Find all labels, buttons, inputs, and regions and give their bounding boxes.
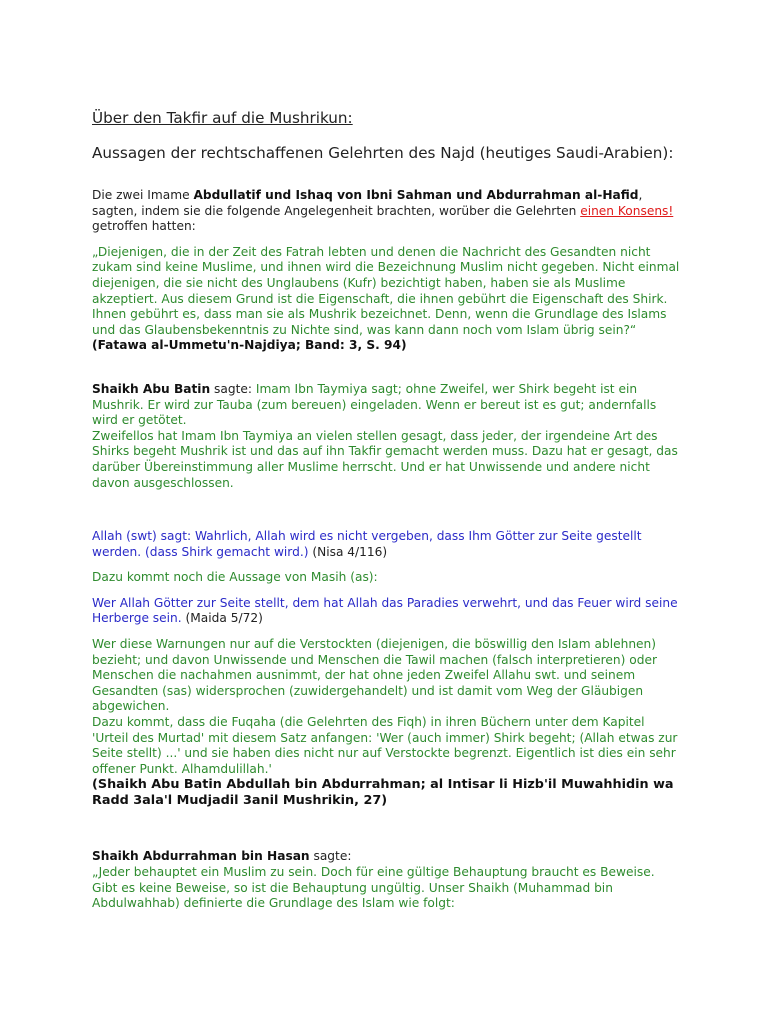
- intro-paragraph: [92, 188, 682, 235]
- hasan-paragraph: [92, 849, 682, 911]
- document-subtitle: Aussagen der rechtschaffenen Gelehrten des Najd (heutiges Saudi-Arabien):: [92, 144, 674, 162]
- hasan-sagte: sagte:: [309, 849, 352, 864]
- maida-verse-ref: (Maida 5/72): [185, 611, 263, 626]
- warnings-source: (Shaikh Abu Batin Abdullah bin Abdurrahman; al Intisar li Hizb'il Muwahhidin wa Radd 3ala'l Mudjadil 3anil Mushrikin, 27): [92, 777, 674, 809]
- abu-batin-text: Imam Ibn Taymiya sagt; ohne Zweifel, wer Shirk begeht ist ein Mushrik. Er wird zur Tauba (zum bereuen) eingeladen. Wenn er bereut ist es gut; andernfalls wird er getötet.: [92, 381, 657, 428]
- masih-intro: Dazu kommt noch die Aussage von Masih (as):: [92, 570, 378, 585]
- intro-text-2: , sagten, indem sie die folgende Angelegenheit brachten, worüber die Gelehrten: [92, 188, 643, 218]
- hasan-text: „Jeder behauptet ein Muslim zu sein. Doch für eine gültige Behauptung braucht es Beweise. Gibt es keine Beweise, so ist die Behauptung ungültig. Unser Shaikh (Muhammad bin Abdulwahhab) definierte die Grundlage des Islam wie folgt:: [92, 865, 655, 911]
- abu-batin-sagte: sagte:: [210, 381, 256, 396]
- quote-fatrah-text: „Diejenigen, die in der Zeit des Fatrah lebten und denen die Nachricht des Gesandten nicht zukam sind keine Muslime, und ihnen wird die Bezeichnung Muslim nicht gegeben. Nicht einmal diejenigen, die sie nicht des Unglaubens (Kufr) bezichtigt haben, haben sie als Muslime akzeptiert. Aus diesem Grund ist die Eigenschaft, die ihnen gebührt die Eigenschaft des Shirk. Ihnen gebührt es, dass man sie als Mushrik bezeichnet. Denn, wenn die Grundlage des Islams und das Glaubensbekenntnis zu Nichte sind, was kann dann noch vom Islam übrig sein?“: [92, 244, 680, 337]
- intro-text-1: Die zwei Imame: [92, 188, 194, 202]
- quote-fatrah: [92, 245, 682, 354]
- intro-text-3: getroffen hatten:: [92, 219, 196, 234]
- warnings-text: Wer diese Warnungen nur auf die Verstockten (diejenigen, die böswillig den Islam ablehnen) bezieht; und davon Unwissende und Menschen die Tawil machen (falsch interpretieren) oder Menschen die nachahmen ausnimmt, der hat ohne jeden Zweifel Allahu swt. und seinem Gesandten (sas) widersprochen (zuwidergehandelt) und ist damit vom Weg der Gläubigen abgewichen.: [92, 637, 657, 714]
- abu-batin-name: Shaikh Abu Batin: [92, 381, 211, 396]
- quote-fatrah-source: (Fatawa al-Ummetu'n-Najdiya; Band: 3, S. 94): [92, 338, 407, 353]
- warnings-paragraph: [92, 637, 682, 777]
- maida-verse: [92, 596, 682, 627]
- document-title: Über den Takfir auf die Mushrikun:: [92, 109, 353, 127]
- allah-lead: Allah (swt) sagt:: [92, 529, 195, 544]
- intro-scholars: Abdullatif und Ishaq von Ibni Sahman und Abdurrahman al-Hafid: [193, 188, 639, 202]
- abu-batin-text-2: Zweifellos hat Imam Ibn Taymiya an vielen stellen gesagt, dass jeder, der irgendeine Art des Shirks begeht Mushrik ist und das auf ihn Takfir gemacht werden muss. Dazu hat er gesagt, das darüber Übereinstimmung aller Muslime herrscht. Und er hat Unwissende und andere nicht davon ausgeschlossen.: [92, 428, 678, 490]
- maida-verse-text: Wer Allah Götter zur Seite stellt, dem hat Allah das Paradies verwehrt, und das Feuer wird seine Herberge sein.: [92, 595, 678, 626]
- warnings-text-2: Dazu kommt, dass die Fuqaha (die Gelehrten des Fiqh) in ihren Büchern unter dem Kapitel 'Urteil des Murtad' mit diesem Satz anfangen: 'Wer (auch immer) Shirk begeht; (Allah etwas zur Seite stellt) ...' und sie haben dies nicht nur auf Verstockte begrenzt. Eigentlich ist dies ein sehr offener Punkt. Alhamdulillah.': [92, 715, 678, 776]
- allah-verse-text: Wahrlich, Allah wird es nicht vergeben, dass Ihm Götter zur Seite gestellt werden. (dass Shirk gemacht wird.): [92, 529, 642, 559]
- konsens-link[interactable]: einen Konsens!: [580, 203, 674, 218]
- allah-verse: [92, 529, 682, 560]
- abu-batin-paragraph: [92, 382, 682, 491]
- hasan-name: Shaikh Abdurrahman bin Hasan: [92, 849, 310, 864]
- allah-verse-ref: (Nisa 4/116): [312, 544, 388, 559]
